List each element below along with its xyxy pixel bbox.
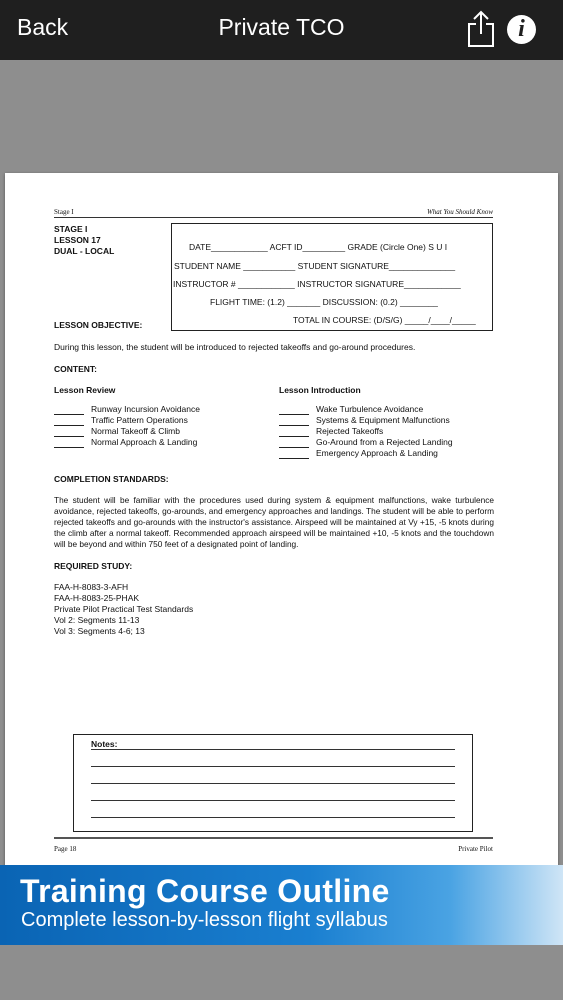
flight-time-row: FLIGHT TIME: (1.2) _______ DISCUSSION: (0.2) ________ xyxy=(210,297,438,307)
list-item: Vol 2: Segments 11-13 xyxy=(54,615,140,625)
completion-heading: COMPLETION STANDARDS: xyxy=(54,474,169,484)
notes-line xyxy=(91,783,455,784)
notes-line xyxy=(91,766,455,767)
notes-line xyxy=(91,749,455,750)
stage-line: STAGE I xyxy=(54,224,88,234)
list-item: FAA-H-8083-3-AFH xyxy=(54,582,129,592)
list-item: Vol 3: Segments 4-6; 13 xyxy=(54,626,145,636)
check-blank xyxy=(279,417,309,426)
list-item: Go-Around from a Rejected Landing xyxy=(279,437,453,448)
page-header-left: Stage I xyxy=(54,208,74,216)
stage-block xyxy=(54,224,114,257)
objective-text: During this lesson, the student will be introduced to rejected takeoffs and go-around procedures. xyxy=(54,342,416,352)
list-item: Wake Turbulence Avoidance xyxy=(279,404,453,415)
list-item: Normal Takeoff & Climb xyxy=(54,426,200,437)
check-blank xyxy=(54,428,84,437)
check-blank xyxy=(279,406,309,415)
banner-title: Training Course Outline xyxy=(20,873,390,909)
review-list xyxy=(54,404,200,448)
intro-list xyxy=(279,404,453,459)
completion-text: The student will be familiar with the procedures used during system & equipment malfunctions, wake turbulence avoidance, rejected takeoffs, go-arounds, and emergency approaches and landings. The student will be able to perform rejected takeoffs and go-arounds with the instructor's assistance. Airspeed will be maintained at Vy +15, -5 knots during the climb after a normal takeoff. Recommended approach airspeed will be maintained +10, -5 knots and the touchdown will be beyond and within 750 feet of a designated point of landing. xyxy=(54,495,494,549)
objective-heading: LESSON OBJECTIVE: xyxy=(54,320,143,330)
check-blank xyxy=(279,428,309,437)
study-list xyxy=(54,582,193,637)
total-row: TOTAL IN COURSE: (D/S/G) _____/____/_____ xyxy=(293,315,476,325)
list-item: Traffic Pattern Operations xyxy=(54,415,200,426)
notes-box xyxy=(73,734,473,832)
list-item: Rejected Takeoffs xyxy=(279,426,453,437)
list-item: Private Pilot Practical Test Standards xyxy=(54,604,194,614)
study-heading: REQUIRED STUDY: xyxy=(54,561,133,571)
instructor-row: INSTRUCTOR # ____________ INSTRUCTOR SIGNATURE____________ xyxy=(173,279,461,289)
student-row: STUDENT NAME ___________ STUDENT SIGNATURE______________ xyxy=(174,261,456,271)
header-divider xyxy=(54,217,493,218)
intro-heading: Lesson Introduction xyxy=(279,385,361,395)
dual-local-line: DUAL - LOCAL xyxy=(54,246,115,256)
nav-bar xyxy=(0,0,563,60)
share-icon[interactable] xyxy=(466,10,496,48)
info-icon[interactable]: i xyxy=(507,15,536,44)
list-item: Emergency Approach & Landing xyxy=(279,448,453,459)
date-row: DATE____________ ACFT ID_________ GRADE (Circle One) S U I xyxy=(189,242,448,252)
check-blank xyxy=(54,406,84,415)
document-page[interactable] xyxy=(5,173,558,873)
check-blank xyxy=(279,450,309,459)
promo-banner xyxy=(0,865,563,945)
notes-line xyxy=(91,800,455,801)
page-header-right: What You Should Know xyxy=(426,208,493,216)
page-footer-right: Private Pilot xyxy=(458,845,493,853)
list-item: Runway Incursion Avoidance xyxy=(54,404,200,415)
lesson-line: LESSON 17 xyxy=(54,235,101,245)
check-blank xyxy=(54,417,84,426)
list-item: FAA-H-8083-25-PHAK xyxy=(54,593,140,603)
screen-title: Private TCO xyxy=(218,14,345,40)
review-heading: Lesson Review xyxy=(54,385,116,395)
footer-divider xyxy=(54,837,493,839)
banner-subtitle: Complete lesson-by-lesson flight syllabus xyxy=(21,909,388,931)
check-blank xyxy=(279,439,309,448)
content-heading: CONTENT: xyxy=(54,364,97,374)
list-item: Normal Approach & Landing xyxy=(54,437,200,448)
notes-line xyxy=(91,817,455,818)
notes-label: Notes: xyxy=(91,739,118,749)
back-button[interactable]: Back xyxy=(17,14,69,40)
check-blank xyxy=(54,439,84,448)
page-number: Page 18 xyxy=(54,845,77,853)
lesson-info-box xyxy=(171,223,493,331)
list-item: Systems & Equipment Malfunctions xyxy=(279,415,453,426)
